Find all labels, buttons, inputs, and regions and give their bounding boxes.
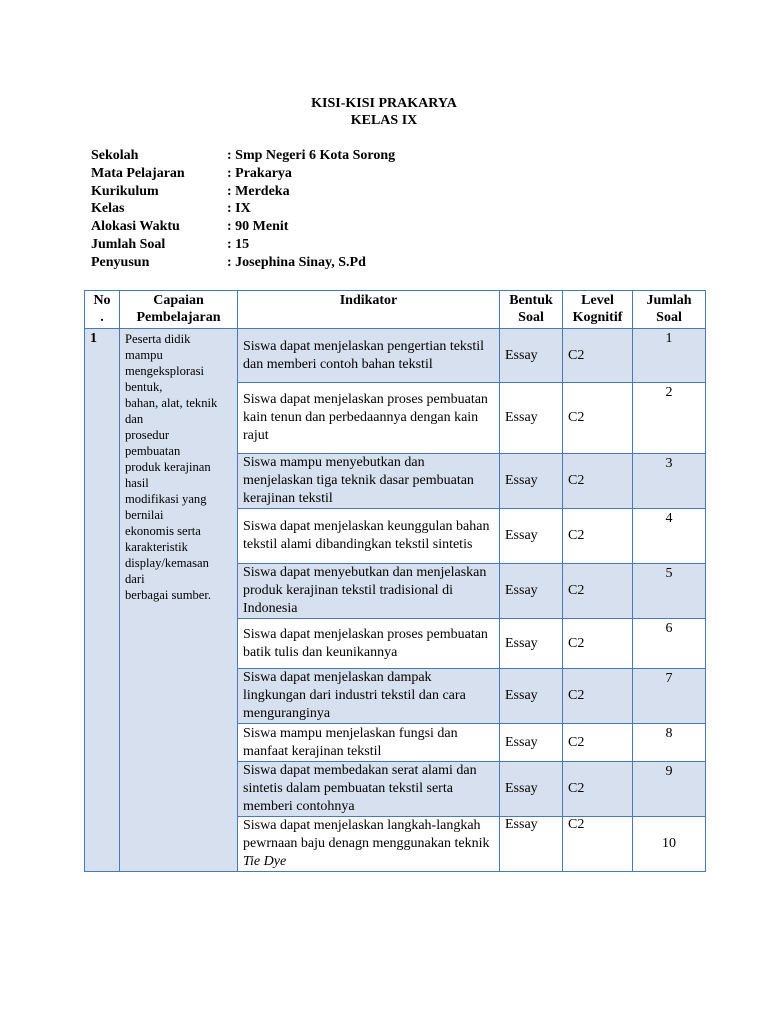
indikator-cell: Siswa dapat menjelaskan proses pembuatan kain tenun dan perbedaannya dengan kain rajut <box>238 383 500 454</box>
header-text: Soal <box>518 310 544 325</box>
document-title: KISI-KISI PRAKARYA <box>311 96 457 111</box>
header-text: Kognitif <box>572 310 623 325</box>
indikator-cell: Siswa dapat menjelaskan keunggulan bahan tekstil alami dibandingkan tekstil sintetis <box>238 509 500 564</box>
info-label: Sekolah <box>91 148 139 163</box>
header-text: No <box>93 293 111 308</box>
indikator-italic-text: Tie Dye <box>243 854 287 869</box>
capaian-line: display/kemasan <box>125 556 209 570</box>
table-row <box>85 329 706 383</box>
info-value: : IX <box>227 201 251 217</box>
info-label: Alokasi Waktu <box>91 219 180 235</box>
header-indikator: Indikator <box>238 291 500 329</box>
indikator-cell: Siswa dapat membedakan serat alami dan sintetis dalam pembuatan tekstil serta memberi contohnya <box>238 762 500 817</box>
info-value: : Smp Negeri 6 Kota Sorong <box>227 148 396 163</box>
indikator-cell: Siswa dapat menjelaskan proses pembuatan batik tulis dan keunikannya <box>238 619 500 669</box>
indikator-cell: Siswa dapat menyebutkan dan menjelaskan produk kerajinan tekstil tradisional di Indonesia <box>238 564 500 619</box>
info-value: : Merdeka <box>227 183 290 199</box>
bentuk-soal-cell: Essay <box>500 509 563 564</box>
header-text: Soal <box>656 310 682 325</box>
capaian-line: pembuatan <box>125 444 181 458</box>
header-text: Pembelajaran <box>136 310 221 325</box>
indikator-cell: Siswa mampu menyebutkan dan menjelaskan tiga teknik dasar pembuatan kerajinan tekstil <box>238 454 500 509</box>
jumlah-soal-cell: 10 <box>633 817 706 872</box>
info-label: Mata Pelajaran <box>91 165 185 181</box>
capaian-line: karakteristik <box>125 540 188 554</box>
header-text: Capaian <box>153 293 204 308</box>
bentuk-soal-cell: Essay <box>500 669 563 724</box>
jumlah-soal-cell: 3 <box>633 454 706 509</box>
identity-block <box>91 147 395 272</box>
header-jumlah <box>633 291 706 329</box>
info-row-sekolah <box>91 147 395 165</box>
capaian-line: bahan, alat, teknik <box>125 396 218 410</box>
info-row-kelas <box>91 200 395 218</box>
bentuk-soal-cell: Essay <box>500 619 563 669</box>
indikator-cell: Siswa mampu menjelaskan fungsi dan manfaat kerajinan tekstil <box>238 724 500 762</box>
capaian-line: mampu <box>125 348 163 362</box>
info-row-penyusun <box>91 254 395 272</box>
jumlah-soal-cell: 5 <box>633 564 706 619</box>
capaian-line: prosedur <box>125 428 170 442</box>
capaian-line: mengeksplorasi <box>125 364 205 378</box>
jumlah-soal-cell: 4 <box>633 509 706 564</box>
level-kognitif-cell: C2 <box>563 329 633 383</box>
bentuk-soal-cell: Essay <box>500 724 563 762</box>
info-label: Penyusun <box>91 254 150 270</box>
info-row-alokasi-waktu <box>91 218 395 236</box>
bentuk-soal-cell: Essay <box>500 564 563 619</box>
level-kognitif-cell: C2 <box>563 724 633 762</box>
jumlah-soal-cell: 9 <box>633 762 706 817</box>
level-kognitif-cell: C2 <box>563 817 633 872</box>
level-kognitif-cell: C2 <box>563 383 633 454</box>
header-text: . <box>100 310 104 325</box>
info-value: : Josephina Sinay, S.Pd <box>227 254 366 270</box>
capaian-line: Peserta didik <box>125 332 191 346</box>
indikator-cell: Siswa dapat menjelaskan pengertian tekstil dan memberi contoh bahan tekstil <box>238 329 500 383</box>
header-text: Jumlah <box>646 293 692 308</box>
capaian-line: dari <box>125 572 145 586</box>
jumlah-soal-cell: 2 <box>633 383 706 454</box>
level-kognitif-cell: C2 <box>563 762 633 817</box>
indikator-text: Siswa dapat menjelaskan langkah-langkah pewrnaan baju denagn menggunakan teknik <box>243 818 490 851</box>
level-kognitif-cell: C2 <box>563 454 633 509</box>
header-text: Level <box>581 293 614 308</box>
level-kognitif-cell: C2 <box>563 509 633 564</box>
bentuk-soal-cell: Essay <box>500 329 563 383</box>
bentuk-soal-cell: Essay <box>500 383 563 454</box>
level-kognitif-cell: C2 <box>563 619 633 669</box>
level-kognitif-cell: C2 <box>563 564 633 619</box>
table-header-row <box>85 291 706 329</box>
header-bentuk <box>500 291 563 329</box>
indikator-cell: Siswa dapat menjelaskan dampak lingkungan dari industri tekstil dan cara menguranginya <box>238 669 500 724</box>
header-level <box>563 291 633 329</box>
info-row-kurikulum <box>91 183 395 201</box>
capaian-line: bentuk, <box>125 380 163 394</box>
info-value: : Prakarya <box>227 165 292 181</box>
capaian-line: berbagai sumber. <box>125 588 212 602</box>
document-subtitle: KELAS IX <box>350 113 418 128</box>
info-label: Kelas <box>91 201 125 217</box>
info-value: : 90 Menit <box>227 219 289 235</box>
bentuk-soal-cell: Essay <box>500 762 563 817</box>
bentuk-soal-cell: Essay <box>500 817 563 872</box>
indikator-cell <box>238 817 500 872</box>
header-text: Bentuk <box>509 293 553 308</box>
capaian-line: produk kerajinan <box>125 460 211 474</box>
row-number: 1 <box>85 329 120 872</box>
capaian-line: ekonomis serta <box>125 524 201 538</box>
jumlah-soal-cell: 8 <box>633 724 706 762</box>
info-row-jumlah-soal <box>91 236 395 254</box>
info-row-mata-pelajaran <box>91 165 395 183</box>
info-label: Kurikulum <box>91 183 159 199</box>
header-no <box>85 291 120 329</box>
jumlah-soal-cell: 7 <box>633 669 706 724</box>
level-kognitif-cell: C2 <box>563 669 633 724</box>
capaian-line: hasil <box>125 476 149 490</box>
capaian-line: modifikasi yang <box>125 492 207 506</box>
capaian-pembelajaran <box>120 329 238 872</box>
header-capaian <box>120 291 238 329</box>
capaian-line: dan <box>125 412 144 426</box>
jumlah-soal-cell: 6 <box>633 619 706 669</box>
kisi-kisi-table <box>84 290 706 872</box>
bentuk-soal-cell: Essay <box>500 454 563 509</box>
jumlah-soal-cell: 1 <box>633 329 706 383</box>
capaian-line: bernilai <box>125 508 164 522</box>
info-label: Jumlah Soal <box>91 236 166 252</box>
info-value: : 15 <box>227 236 250 252</box>
